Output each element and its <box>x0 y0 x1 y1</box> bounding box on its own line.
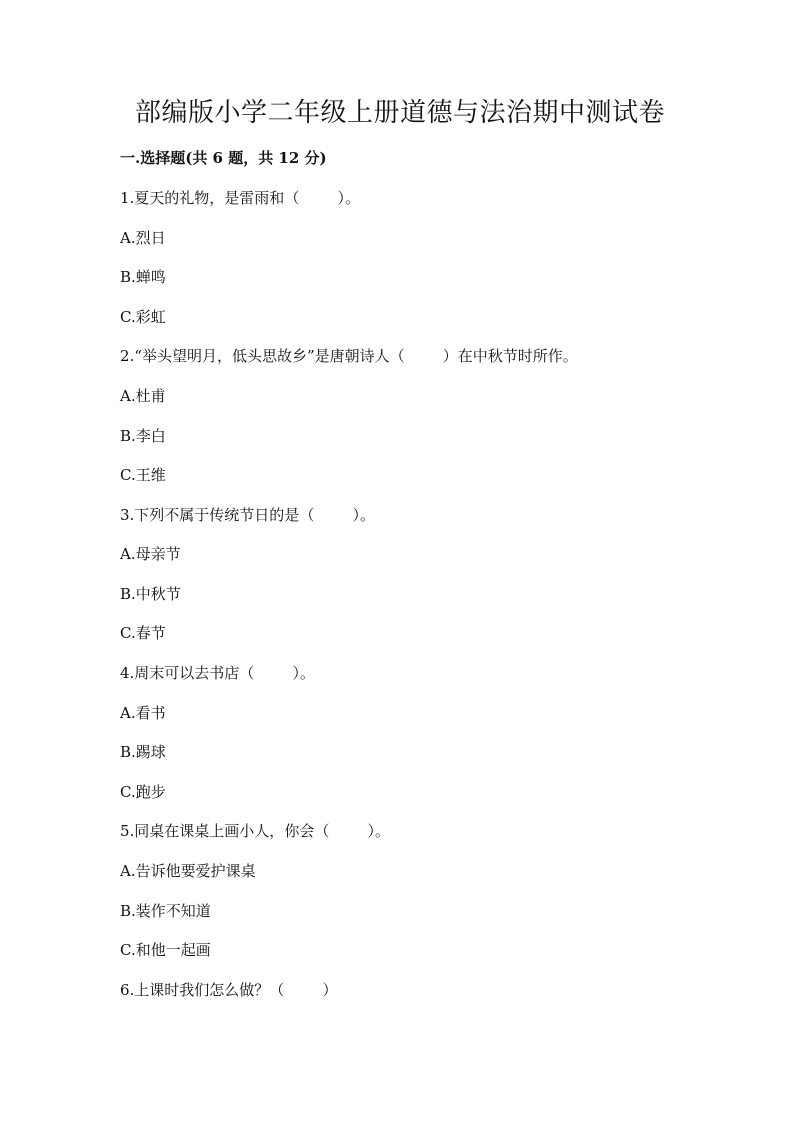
question-3-option-a: A.母亲节 <box>120 545 181 563</box>
question-5-option-c: C.和他一起画 <box>120 941 211 959</box>
question-4-option-a: A.看书 <box>120 704 166 722</box>
question-6-stem: 6.上课时我们怎么做？（ ） <box>120 981 338 999</box>
question-5-option-b: B.装作不知道 <box>120 902 211 920</box>
question-1-option-a: A.烈日 <box>120 229 166 247</box>
question-2-stem: 2.“举头望明月，低头思故乡”是唐朝诗人（ ）在中秋节时所作。 <box>120 347 578 365</box>
question-3-option-b: B.中秋节 <box>120 585 181 603</box>
question-1-option-c: C.彩虹 <box>120 308 166 326</box>
section-heading: 一.选择题(共 6 题，共 12 分) <box>120 149 327 167</box>
question-5-stem: 5.同桌在课桌上画小人，你会（ ）。 <box>120 822 390 840</box>
question-5-option-a: A.告诉他要爱护课桌 <box>120 862 256 880</box>
question-2-option-c: C.王维 <box>120 466 166 484</box>
exam-title: 部编版小学二年级上册道德与法治期中测试卷 <box>134 98 665 128</box>
question-4-option-c: C.跑步 <box>120 783 166 801</box>
question-4-option-b: B.踢球 <box>120 743 166 761</box>
question-3-option-c: C.春节 <box>120 624 166 642</box>
question-1-stem: 1.夏天的礼物，是雷雨和（ ）。 <box>120 189 360 207</box>
question-2-option-a: A.杜甫 <box>120 387 166 405</box>
question-1-option-b: B.蝉鸣 <box>120 268 166 286</box>
question-4-stem: 4.周末可以去书店（ ）。 <box>120 664 315 682</box>
question-2-option-b: B.李白 <box>120 427 166 445</box>
question-3-stem: 3.下列不属于传统节日的是（ ）。 <box>120 506 375 524</box>
